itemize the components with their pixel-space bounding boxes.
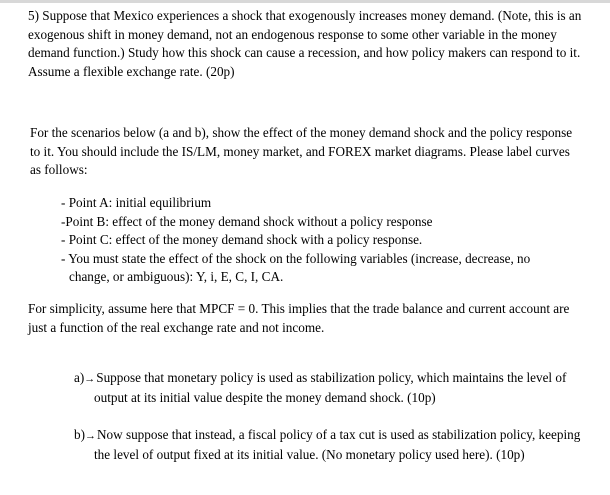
arrow-icon: → <box>84 373 96 385</box>
question-intro: 5) Suppose that Mexico experiences a shock that exogenously increases money demand. (Note, this is an exogenous shift in money demand, not an endogenous response to some other variable in the money demand function.) Study how this shock can cause a recession, and how policy makers can respond to it. Assume a flexible exchange rate. (20p) <box>28 8 582 79</box>
arrow-icon: → <box>85 430 96 442</box>
top-border <box>0 0 610 3</box>
label-item-variables: - You must state the effect of the shock on the following variables (increase, decrease, no change, or ambiguous): Y, i, E, C, I, CA. <box>61 250 531 285</box>
simplicity-note: For simplicity, assume here that MPCF = 0. This implies that the trade balance and current account are just a function of the real exchange rate and not income. <box>28 301 570 335</box>
scenarios-instructions: For the scenarios below (a and b), show the effect of the money demand shock and the policy response to it. You should include the IS/LM, money market, and FOREX market diagrams. Please label curves as follows: <box>30 125 573 178</box>
label-item-point-a: - Point A: initial equilibrium <box>61 195 212 210</box>
part-a-text: Suppose that monetary policy is used as stabilization policy, which maintains the level of output at its initial value despite the money demand shock. (10p) <box>94 370 567 405</box>
part-a-marker: a) <box>74 370 85 385</box>
label-list <box>61 194 571 287</box>
part-b <box>74 426 594 464</box>
part-b-text: Now suppose that instead, a fiscal policy of a tax cut is used as stabilization policy, keeping the level of output fixed at its initial value. (No monetary policy used here). (10p) <box>94 427 581 462</box>
label-item-point-c: - Point C: effect of the money demand shock with a policy response. <box>61 232 423 248</box>
label-item-point-b: -Point B: effect of the money demand shock without a policy response <box>61 213 433 229</box>
part-a <box>74 369 594 407</box>
part-b-marker: b) <box>74 427 85 442</box>
